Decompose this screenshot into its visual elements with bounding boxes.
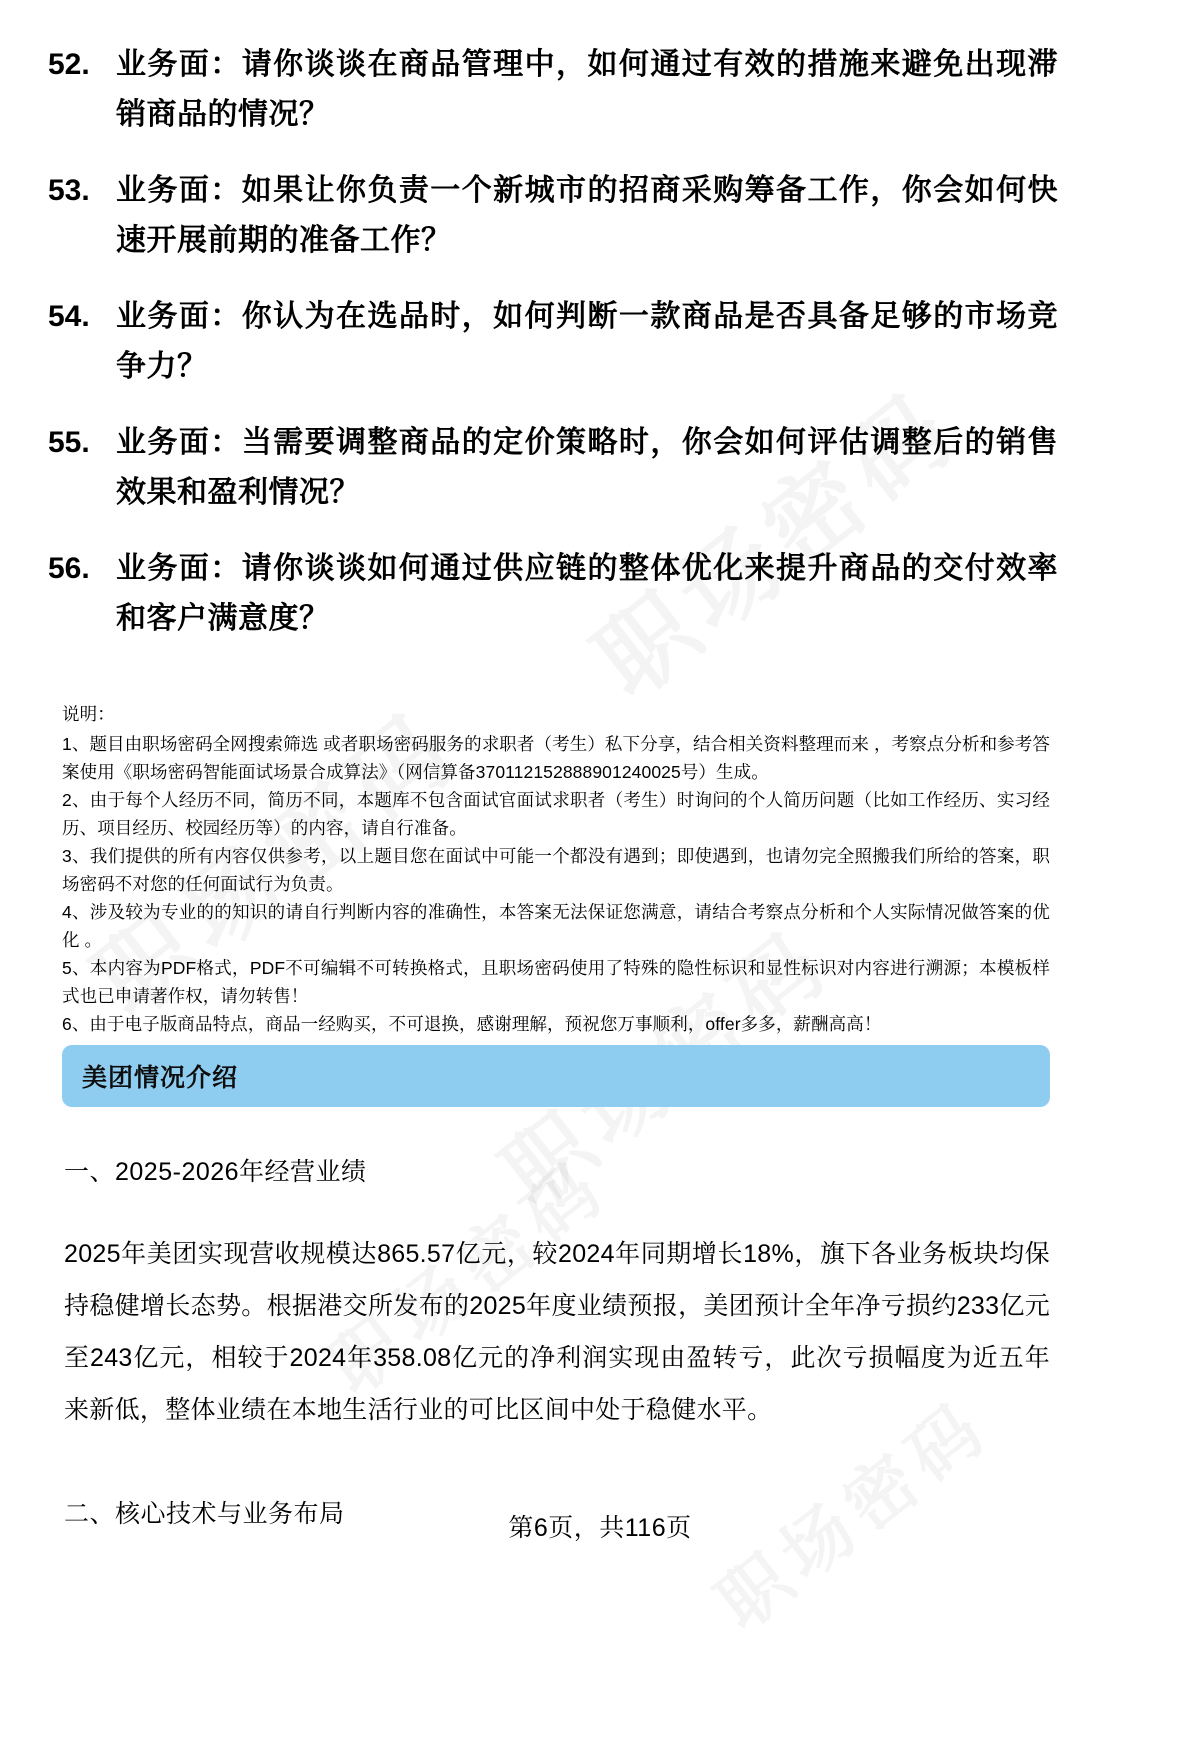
question-text: 业务面：你认为在选品时，如何判断一款商品是否具备足够的市场竞争力？ [116,300,1058,383]
section-heading-performance: 一、2025-2026年经营业绩 [64,1158,367,1186]
question-text: 业务面：如果让你负责一个新城市的招商采购筹备工作，你会如何快速开展前期的准备工作？ [116,174,1058,257]
question-number: 52. [48,48,90,81]
section-banner [62,1045,1050,1107]
section-heading-technology: 二、核心技术与业务布局 [64,1500,345,1528]
question-text: 业务面：当需要调整商品的定价策略时，你会如何评估调整后的销售效果和盈利情况？ [116,426,1058,509]
question-item [48,418,1058,518]
question-item [48,292,1058,392]
question-number: 56. [48,552,90,585]
question-number: 54. [48,300,90,333]
question-text: 业务面：请你谈谈在商品管理中，如何通过有效的措施来避免出现滞销商品的情况？ [116,48,1058,131]
note-item: 5、本内容为PDF格式，PDF不可编辑不可转换格式，且职场密码使用了特殊的隐性标识和显性标识对内容进行溯源；本模板样式也已申请著作权，请勿转售！ [62,958,1050,1006]
section-paragraph-performance: 2025年美团实现营收规模达865.57亿元，较2024年同期增长18%，旗下各业务板块均保持稳健增长态势。根据港交所发布的2025年度业绩预报，美团预计全年净亏损约233亿元至243亿元，相较于2024年358.08亿元的净利润实现由盈转亏，此次亏损幅度为近五年来新低，整体业绩在本地生活行业的可比区间中处于稳健水平。 [64,1240,1050,1424]
note-item: 6、由于电子版商品特点，商品一经购买，不可退换，感谢理解，预祝您万事顺利，offer多多，薪酬高高！ [62,1014,882,1034]
question-item [48,166,1058,266]
banner-title: 美团情况介绍 [82,1064,239,1092]
note-item: 2、由于每个人经历不同，简历不同，本题库不包含面试官面试求职者（考生）时询问的个人简历问题（比如工作经历、实习经历、项目经历、校园经历等）的内容，请自行准备。 [62,790,1050,838]
question-item [48,544,1058,644]
notes-block [62,700,1050,1038]
question-item [48,40,1058,140]
page-footer: 第6页，共116页 [508,1514,692,1542]
note-item: 4、涉及较为专业的的知识的请自行判断内容的准确性，本答案无法保证您满意，请结合考察点分析和个人实际情况做答案的优化 。 [62,902,1050,950]
notes-heading: 说明： [62,704,115,724]
note-item: 3、我们提供的所有内容仅供参考，以上题目您在面试中可能一个都没有遇到；即使遇到，也请勿完全照搬我们所给的答案，职场密码不对您的任何面试行为负责。 [62,846,1050,894]
note-item: 1、题目由职场密码全网搜索筛选 或者职场密码服务的求职者（考生）私下分享，结合相关资料整理而来 ，考察点分析和参考答案使用《职场密码智能面试场景合成算法》（网信算备370112152888901240025号）生成。 [62,734,1050,782]
question-text: 业务面：请你谈谈如何通过供应链的整体优化来提升商品的交付效率和客户满意度？ [116,552,1058,635]
question-number: 53. [48,174,90,207]
question-list [48,40,1058,670]
question-number: 55. [48,426,90,459]
